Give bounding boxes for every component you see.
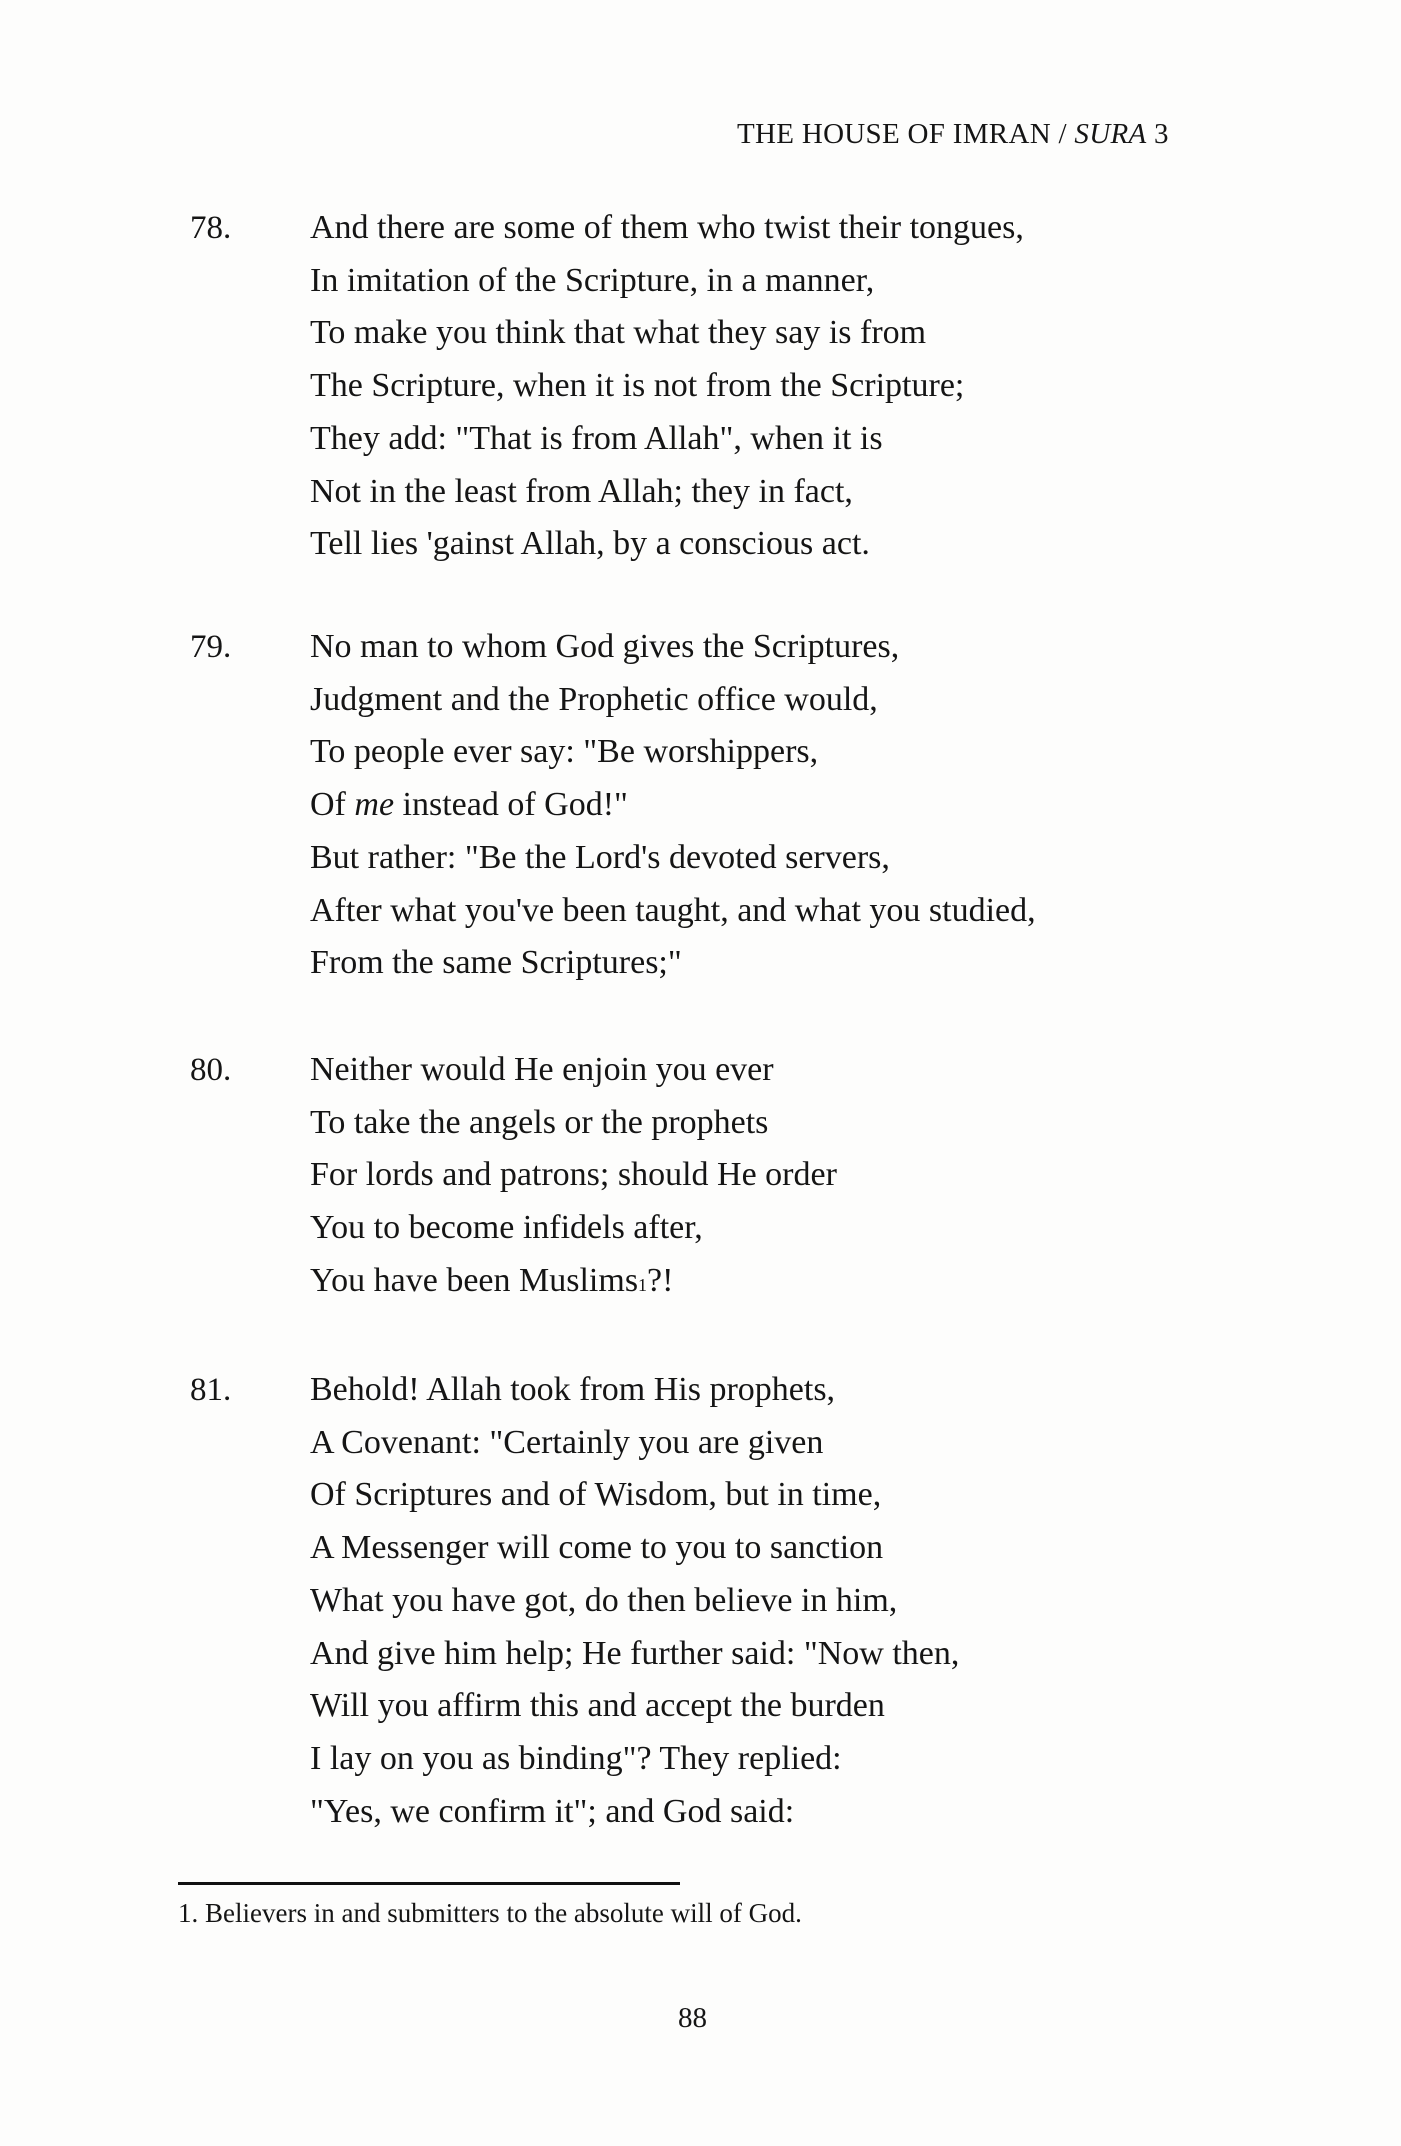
verse-number: 79.: [190, 629, 232, 665]
line-emphasis: me: [354, 786, 395, 824]
verse-line: [310, 1733, 959, 1786]
verse-line: [310, 307, 1024, 360]
line-text: Judgment and the Prophetic office would,: [310, 680, 878, 718]
verse-line: [310, 255, 1024, 308]
line-text: To make you think that what they say is from: [310, 314, 927, 352]
verse-lines: [310, 1044, 837, 1308]
line-text: You have been Muslims: [310, 1261, 639, 1299]
line-text: After what you've been taught, and what you studied,: [310, 891, 1036, 929]
line-text: I lay on you as binding"? They replied:: [310, 1739, 842, 1777]
line-text: The Scripture, when it is not from the Scripture;: [310, 367, 965, 405]
verse-line: [310, 1255, 837, 1308]
line-text: Neither would He enjoin you ever: [310, 1051, 774, 1088]
verse-line: [310, 832, 1036, 885]
verse-line: [310, 518, 1024, 571]
line-text: But rather: "Be the Lord's devoted servers,: [310, 838, 890, 876]
verse-line: [310, 779, 1036, 832]
line-text: A Messenger will come to you to sanction: [310, 1529, 884, 1567]
verse-line: [310, 1044, 837, 1097]
verse-line: [310, 1575, 959, 1628]
line-text: Behold! Allah took from His prophets,: [310, 1371, 836, 1408]
running-header: [737, 118, 1169, 151]
verse-line: [310, 360, 1024, 413]
verse-number: 78.: [190, 210, 232, 246]
footnote: 1. Believers in and submitters to the absolute will of God.: [178, 1898, 802, 1928]
header-title: THE HOUSE OF IMRAN /: [737, 118, 1075, 150]
header-sura-label: SURA: [1074, 118, 1147, 150]
verse-line: [310, 1417, 959, 1470]
line-text-continued: ?!: [647, 1261, 674, 1299]
verse-line: [310, 621, 1036, 674]
line-text: Will you affirm this and accept the burden: [310, 1687, 885, 1725]
verse-lines: [310, 1364, 959, 1838]
verse-line: [310, 202, 1024, 255]
verse-number: 81.: [190, 1372, 232, 1408]
line-text: A Covenant: "Certainly you are given: [310, 1423, 824, 1461]
line-text: They add: "That is from Allah", when it is: [310, 419, 883, 457]
line-text: "Yes, we confirm it"; and God said:: [310, 1792, 795, 1830]
verse-line: [310, 1364, 959, 1417]
line-text: And there are some of them who twist their tongues,: [310, 209, 1024, 246]
verse-line: [310, 674, 1036, 727]
header-sura-number: 3: [1146, 118, 1169, 150]
footnote-divider: [178, 1882, 680, 1885]
verse-line: [310, 937, 1036, 990]
verse-line: [310, 885, 1036, 938]
line-text: You to become infidels after,: [310, 1209, 703, 1247]
verse-line: [310, 1680, 959, 1733]
verse-line: [310, 1628, 959, 1681]
line-text: Of Scriptures and of Wisdom, but in time,: [310, 1476, 882, 1514]
page-number: 88: [678, 2002, 707, 2034]
verse-line: [310, 1522, 959, 1575]
verse-line: [310, 1149, 837, 1202]
verse-line: [310, 413, 1024, 466]
verse-line: [310, 1097, 837, 1150]
footnote-marker: 1: [638, 1274, 648, 1295]
line-text: To people ever say: "Be worshippers,: [310, 733, 819, 771]
line-text: Of: [310, 786, 355, 824]
verse-line: [310, 1469, 959, 1522]
line-text: Tell lies 'gainst Allah, by a conscious act.: [310, 525, 870, 563]
line-text: From the same Scriptures;": [310, 944, 682, 982]
verse-number: 80.: [190, 1052, 232, 1088]
verse-line: [310, 1786, 959, 1839]
line-text: Not in the least from Allah; they in fact,: [310, 472, 853, 510]
line-text: And give him help; He further said: "Now then,: [310, 1634, 960, 1672]
verse-lines: [310, 621, 1036, 990]
line-text-continued: instead of God!": [394, 786, 628, 824]
verse-line: [310, 726, 1036, 779]
line-text: For lords and patrons; should He order: [310, 1156, 837, 1194]
verse-lines: [310, 202, 1024, 571]
line-text: No man to whom God gives the Scriptures,: [310, 628, 900, 665]
line-text: In imitation of the Scripture, in a manner,: [310, 261, 875, 299]
verse-line: [310, 466, 1024, 519]
verse-line: [310, 1202, 837, 1255]
line-text: What you have got, do then believe in him,: [310, 1581, 898, 1619]
line-text: To take the angels or the prophets: [310, 1103, 769, 1141]
